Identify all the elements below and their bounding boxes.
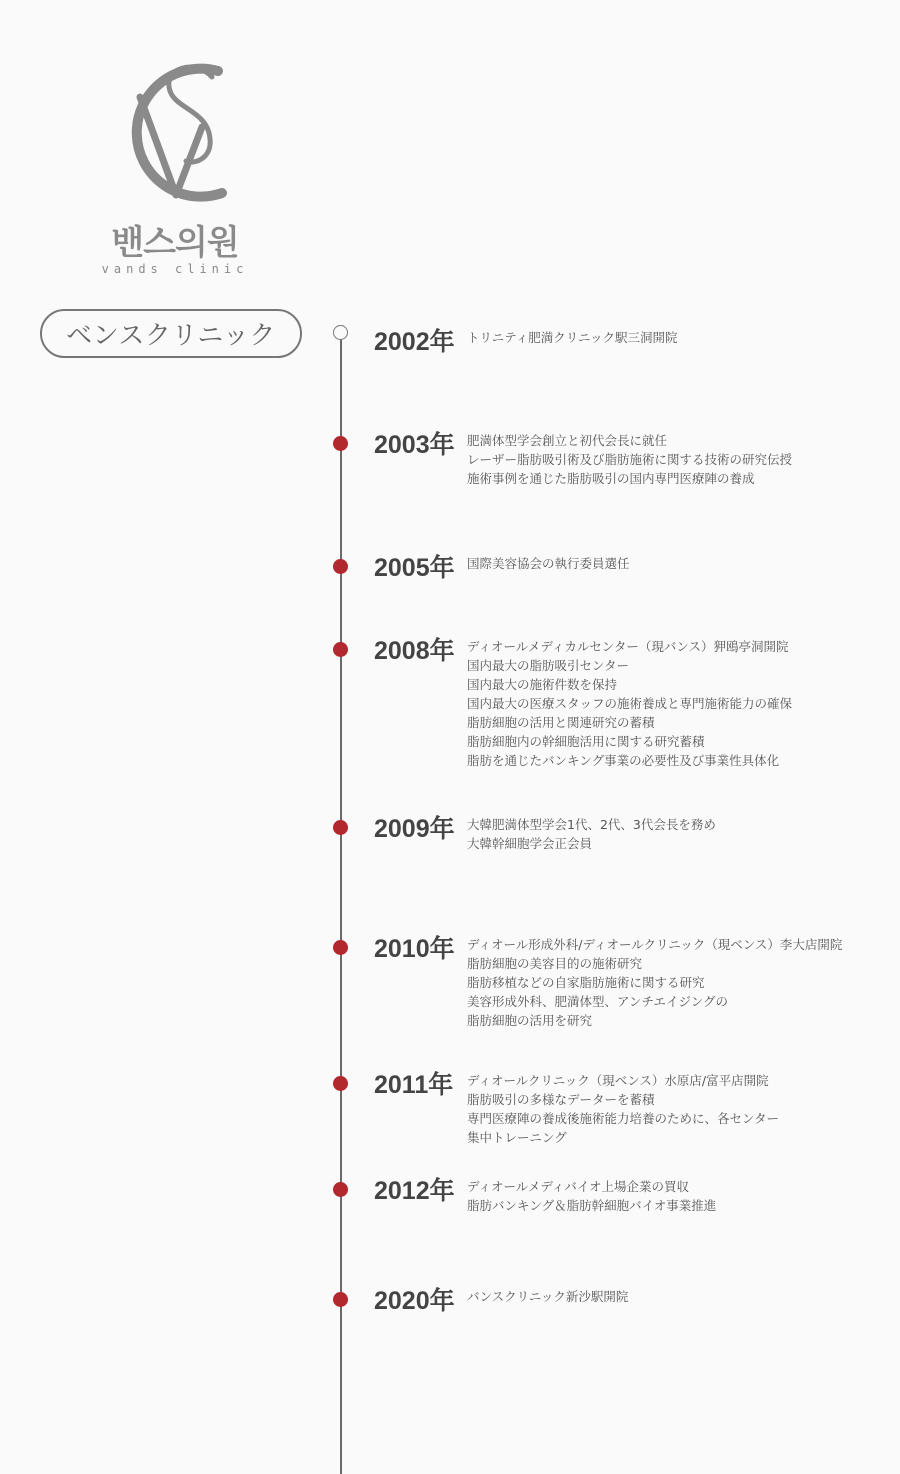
timeline-description-line: 脂肪を通じたバンキング事業の必要性及び事業性具体化	[467, 753, 780, 768]
timeline-dot-icon	[333, 820, 348, 835]
timeline-description-line: 施術事例を通じた脂肪吸引の国内専門医療陣の養成	[467, 471, 755, 486]
timeline-description-line: 脂肪細胞の活用を研究	[467, 1013, 593, 1028]
timeline-year: 2009年	[374, 815, 455, 843]
timeline-description-line: トリニティ肥満クリニック駅三洞開院	[467, 330, 678, 345]
timeline-dot-icon	[333, 1182, 348, 1197]
timeline-dot-icon	[333, 940, 348, 955]
timeline-description-line: 国内最大の施術件数を保持	[467, 677, 618, 692]
timeline-description-line: レーザー脂肪吸引術及び脂肪施術に関する技術の研究伝授	[467, 452, 793, 467]
timeline-description-line: 肥満体型学会創立と初代会長に就任	[467, 433, 668, 448]
clinic-logo	[100, 55, 250, 280]
timeline-description-line: 脂肪吸引の多様なデーターを蓄積	[467, 1092, 655, 1107]
timeline-description	[467, 935, 842, 1030]
timeline-year: 2011年	[374, 1071, 454, 1099]
timeline-description	[467, 328, 678, 347]
timeline-description	[467, 1287, 628, 1306]
timeline-dot-icon	[333, 325, 348, 340]
timeline-year: 2008年	[374, 637, 455, 665]
timeline-description-line: 脂肪細胞の美容目的の施術研究	[467, 956, 643, 971]
vs-logo-icon	[100, 55, 250, 215]
timeline-dot-icon	[333, 1292, 348, 1307]
timeline-description	[467, 815, 716, 853]
timeline-description	[467, 1071, 779, 1147]
timeline-description-line: ディオールクリニック（現ベンス）水原店/富平店開院	[467, 1073, 769, 1088]
timeline-description-line: 脂肪移植などの自家脂肪施術に関する研究	[467, 975, 705, 990]
timeline-year: 2003年	[374, 431, 455, 459]
brand-english-name: vands clinic	[101, 262, 249, 276]
timeline-description-line: 脂肪バンキング＆脂肪幹細胞バイオ事業推進	[467, 1198, 717, 1213]
timeline-description-line: 国際美容協会の執行委員選任	[467, 556, 630, 571]
timeline-description-line: バンスクリニック新沙駅開院	[467, 1289, 629, 1304]
timeline-dot-icon	[333, 436, 348, 451]
timeline-year: 2012年	[374, 1177, 455, 1205]
timeline-description-line: 大韓肥満体型学会1代、2代、3代会長を務め	[467, 817, 716, 832]
timeline-year: 2005年	[374, 554, 455, 582]
timeline-description-line: 専門医療陣の養成後施術能力培養のために、各センター	[467, 1111, 780, 1126]
timeline-year: 2002年	[374, 328, 455, 356]
timeline-description	[467, 431, 792, 488]
timeline-dot-icon	[333, 642, 348, 657]
timeline-description-line: ディオールメディカルセンター（現バンス）狎鴎亭洞開院	[467, 639, 789, 654]
timeline-description-line: 集中トレーニング	[467, 1130, 567, 1145]
timeline-description-line: 国内最大の医療スタッフの施術養成と専門施術能力の確保	[467, 696, 793, 711]
timeline-description-line: 脂肪細胞の活用と関連研究の蓄積	[467, 715, 655, 730]
timeline-description-line: ディオール形成外科/ディオールクリニック（現ベンス）李大店開院	[467, 937, 843, 952]
timeline-description-line: 大韓幹細胞学会正会員	[467, 836, 593, 851]
timeline-description-line: 国内最大の脂肪吸引センター	[467, 658, 630, 673]
timeline-description-line: ディオールメディバイオ上場企業の買収	[467, 1179, 690, 1194]
timeline-year: 2020年	[374, 1287, 455, 1315]
timeline-description	[467, 1177, 716, 1215]
timeline-description-line: 美容形成外科、肥満体型、アンチエイジングの	[467, 994, 728, 1009]
clinic-name-badge: ベンスクリニック	[40, 309, 302, 358]
timeline-description	[467, 637, 792, 770]
timeline-description-line: 脂肪細胞内の幹細胞活用に関する研究蓄積	[467, 734, 705, 749]
timeline-dot-icon	[333, 559, 348, 574]
timeline-year: 2010年	[374, 935, 455, 963]
timeline-dot-icon	[333, 1076, 348, 1091]
timeline-description	[467, 554, 630, 573]
brand-korean-name: 밴스의원	[111, 223, 239, 263]
